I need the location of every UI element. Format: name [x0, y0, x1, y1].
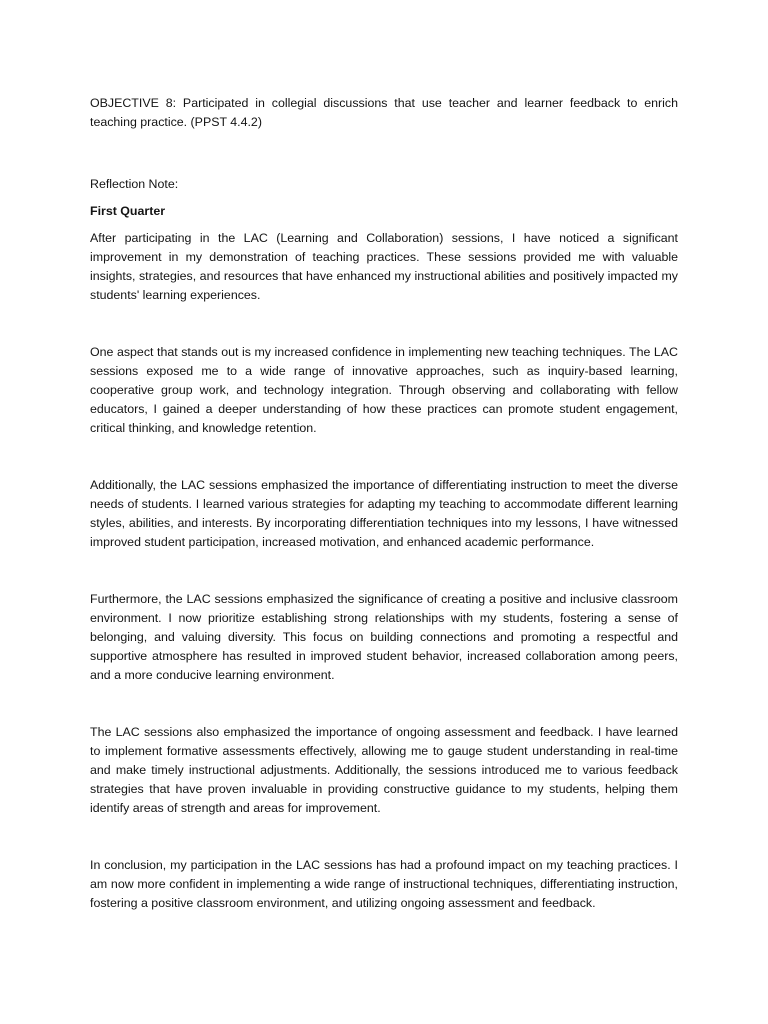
- reflection-paragraph: The LAC sessions also emphasized the importance of ongoing assessment and feedback. I have learned to implement formative assessments effectively, allowing me to gauge student understanding in real-time and make timely instructional adjustments. Additionally, the sessions introduced me to various feedback strategies that have proven invaluable in providing constructive guidance to my students, helping them identify areas of strength and areas for improvement.: [90, 725, 678, 815]
- reflection-paragraph: After participating in the LAC (Learning and Collaboration) sessions, I have noticed a significant improvement in my demonstration of teaching practices. These sessions provided me with valuable insights, strategies, and resources that have enhanced my instructional abilities and positively impacted my students' learning experiences.: [90, 231, 678, 302]
- reflection-note-label: Reflection Note:: [90, 177, 179, 191]
- objective-statement: OBJECTIVE 8: Participated in collegial discussions that use teacher and learner feedback to enrich teaching practice. (PPST 4.4.2): [90, 96, 678, 129]
- reflection-paragraph: One aspect that stands out is my increased confidence in implementing new teaching techniques. The LAC sessions exposed me to a wide range of innovative approaches, such as inquiry-based learning, cooperative group work, and technology integration. Through observing and collaborating with fellow educators, I gained a deeper understanding of how these practices can promote student engagement, critical thinking, and knowledge retention.: [90, 345, 678, 435]
- document-body: [90, 94, 678, 913]
- conclusion-paragraph: In conclusion, my participation in the LAC sessions has had a profound impact on my teaching practices. I am now more confident in implementing a wide range of instructional techniques, differentiating instruction, fostering a positive classroom environment, and utilizing ongoing assessment and feedback.: [90, 858, 678, 910]
- quarter-heading: First Quarter: [90, 204, 166, 218]
- reflection-paragraph: Furthermore, the LAC sessions emphasized the significance of creating a positive and inclusive classroom environment. I now prioritize establishing strong relationships with my students, fostering a sense of belonging, and valuing diversity. This focus on building connections and promoting a respectful and supportive atmosphere has resulted in improved student behavior, increased collaboration among peers, and a more conducive learning environment.: [90, 592, 678, 682]
- reflection-paragraph: Additionally, the LAC sessions emphasized the importance of differentiating instruction to meet the diverse needs of students. I learned various strategies for adapting my teaching to accommodate different learning styles, abilities, and interests. By incorporating differentiation techniques into my lessons, I have witnessed improved student participation, increased motivation, and enhanced academic performance.: [90, 478, 678, 549]
